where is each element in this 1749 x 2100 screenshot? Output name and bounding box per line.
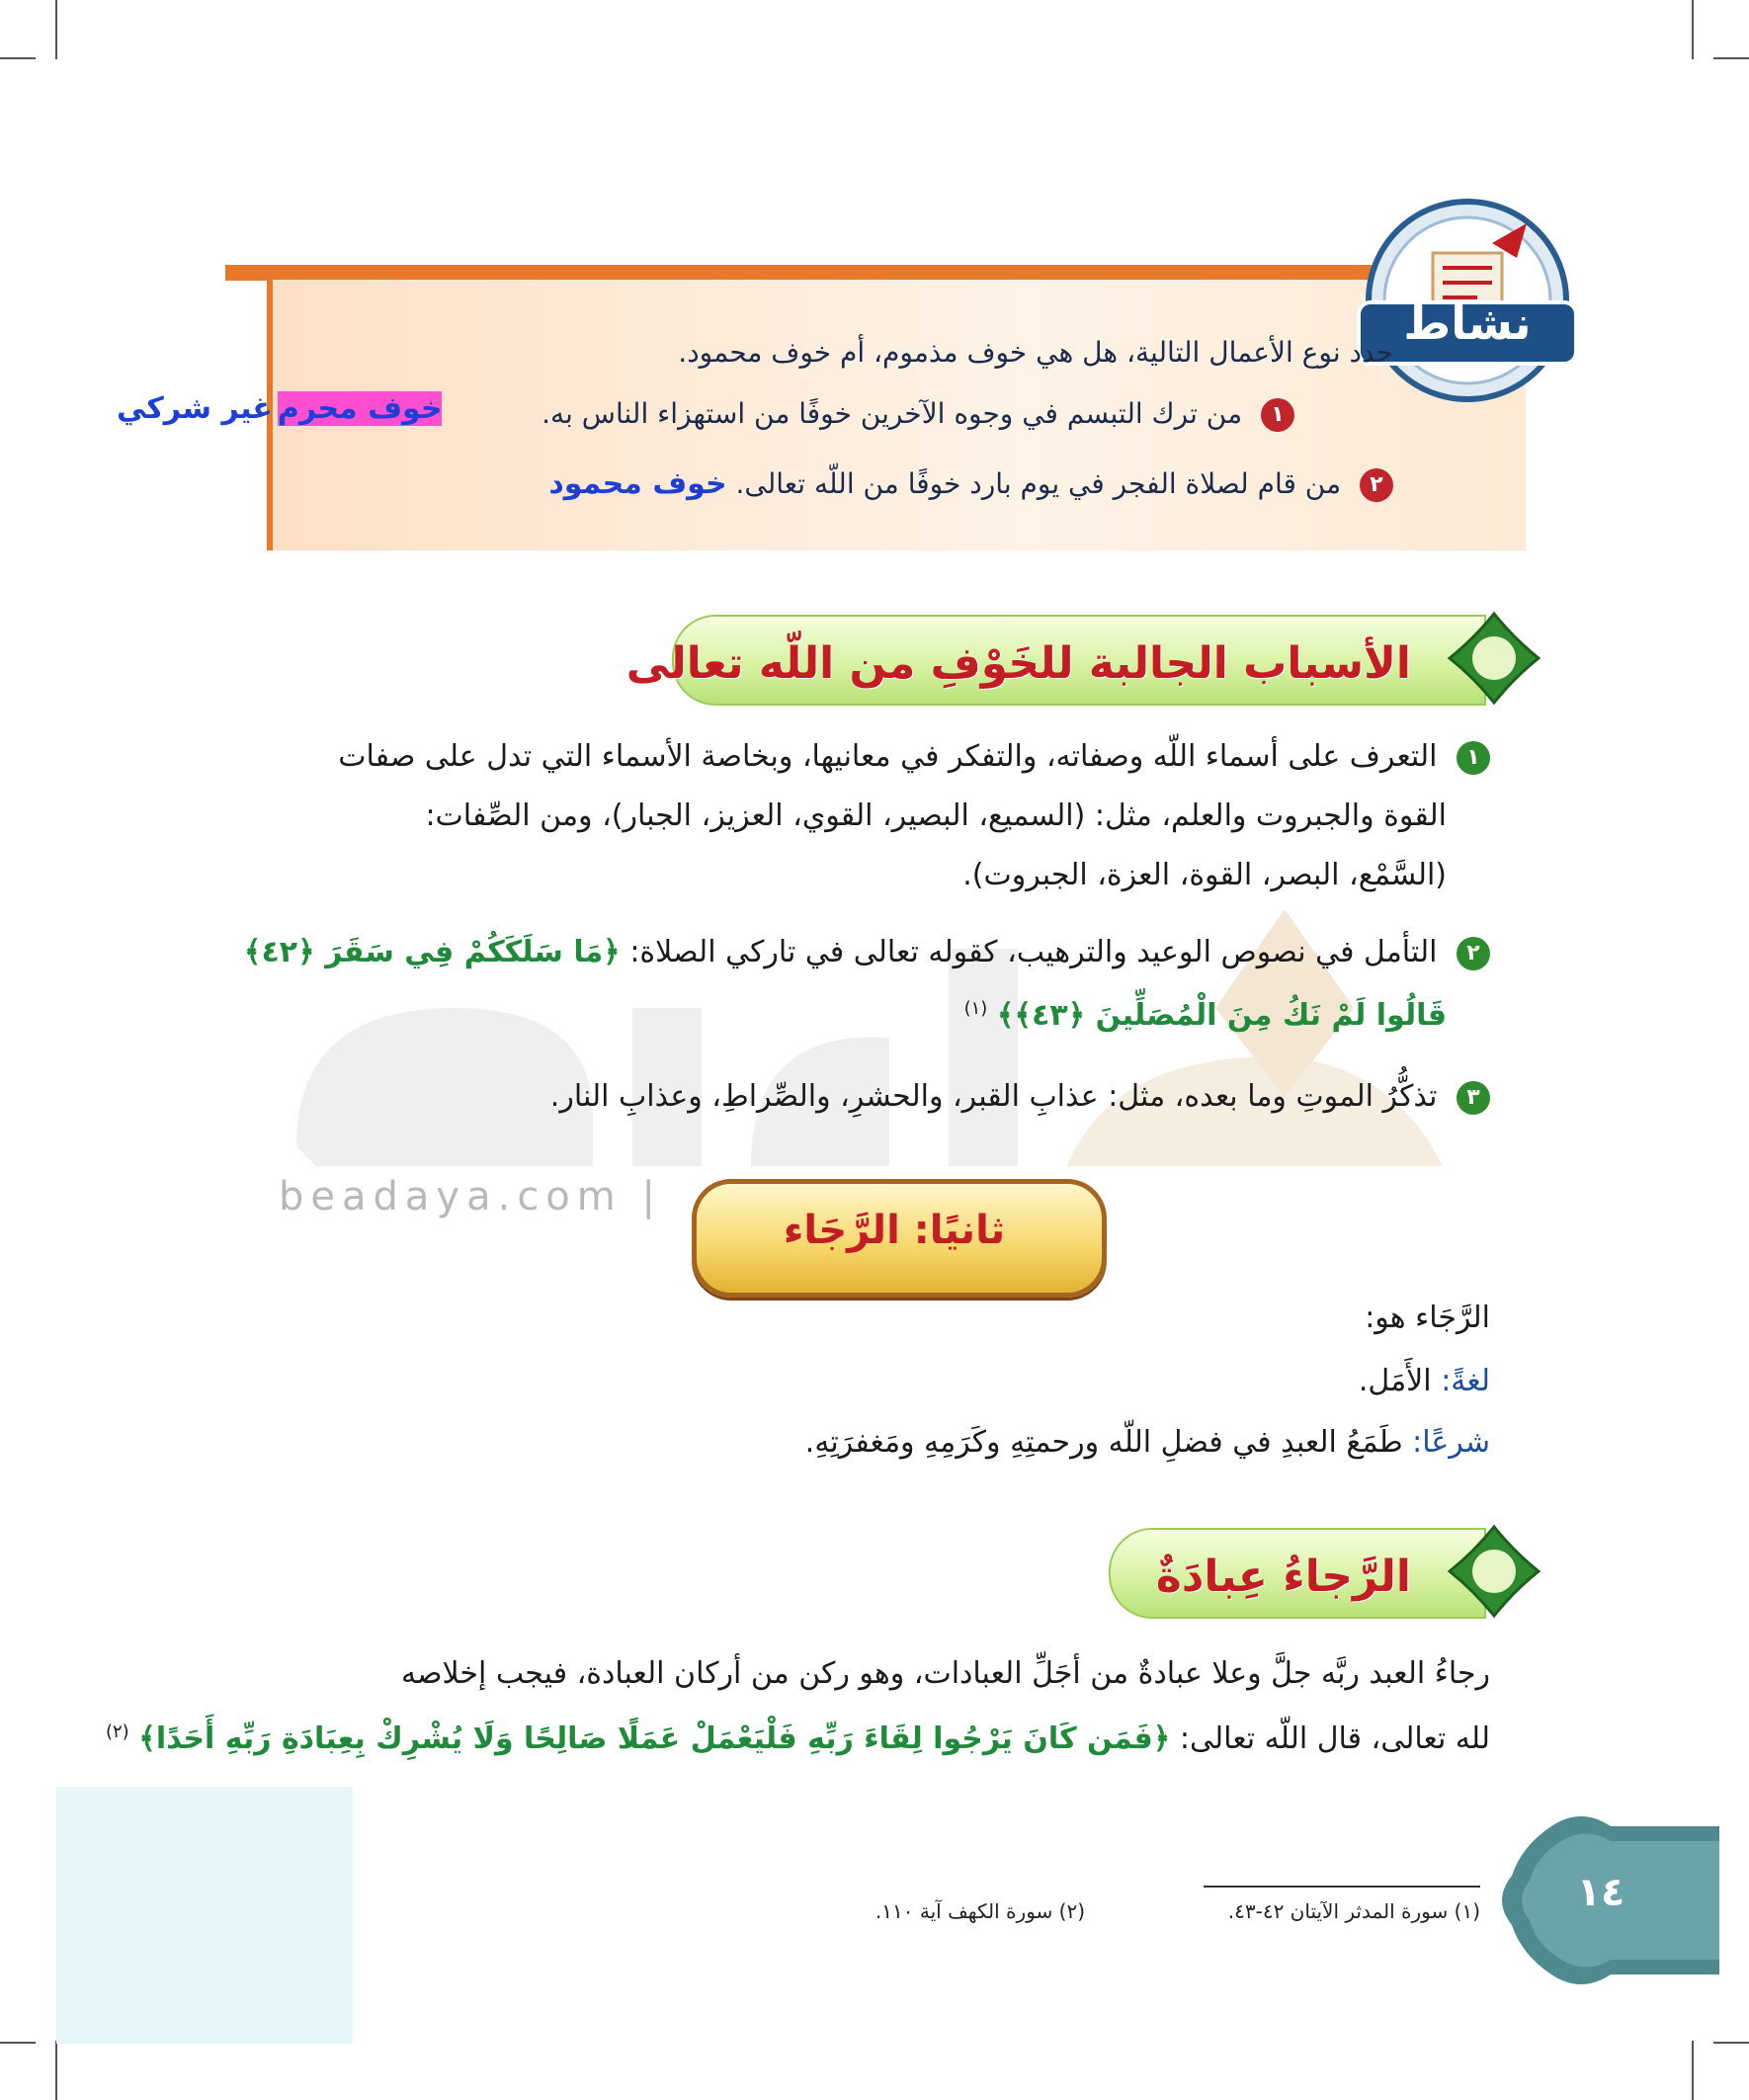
- number-badge: ١: [1261, 398, 1294, 432]
- section-title-rajaa-worship: الرَّجاءُ عِبادَةٌ: [1155, 1552, 1411, 1602]
- ornament-icon: [1445, 609, 1543, 708]
- shar-label: شرعًا:: [1412, 1425, 1490, 1460]
- activity-prompt: [678, 336, 1393, 369]
- answer-text: غير شركي: [117, 391, 273, 426]
- quran-verse: ﴿فَمَن كَانَ يَرْجُوا لِقَاءَ رَبِّهِ فَلْيَعْمَلْ عَمَلًا صَالِحًا وَلَا يُشْرِكْ بِعِبَادَةِ رَبِّهِ أَحَدًا﴾: [138, 1722, 1171, 1756]
- number-badge: ٢: [1360, 468, 1393, 502]
- number-badge: ١: [1457, 741, 1490, 775]
- section-title-causes: الأسباب الجالبة للخَوْفِ من اللّه تعالى: [625, 638, 1411, 689]
- crop-mark: [55, 0, 57, 59]
- activity-answer-1: [117, 391, 442, 426]
- crop-mark: [55, 2041, 57, 2100]
- activity-item-2: [548, 466, 1393, 502]
- activity-top-ribbon: [225, 265, 1530, 281]
- answer-highlight-text: خوف محرم: [277, 391, 443, 426]
- cause-2-line-1: [244, 935, 1490, 970]
- cause-1-line-2: القوة والجبروت والعلم، مثل: (السميع، البصير، القوي، العزيز، الجبار)، ومن الصِّفات:: [425, 798, 1447, 833]
- activity-badge-label: نشاط: [1403, 296, 1532, 350]
- ornament-icon: [1445, 1522, 1543, 1621]
- rajaa-worship-line-2: [106, 1722, 1490, 1756]
- section-pill-title: ثانيًا: الرَّجَاء: [783, 1208, 1006, 1253]
- cause-1-line-3: (السَّمْع، البصر، القوة، العزة، الجبروت).: [962, 858, 1447, 892]
- cause-2-line-2: [964, 998, 1447, 1033]
- cause-text: التعرف على أسماء اللّه وصفاته، والتفكر في معانيها، وبخاصة الأسماء التي تدل على صفات: [338, 739, 1438, 774]
- shar-value: طَمَعُ العبدِ في فضلِ اللّه ورحمتِهِ وكَرَمِهِ ومَغفرَتِهِ.: [804, 1425, 1403, 1460]
- lugha-value: الأَمَل.: [1358, 1364, 1432, 1398]
- activity-item-text: من ترك التبسم في وجوه الآخرين خوفًا من استهزاء الناس به.: [541, 397, 1243, 430]
- cause-text: التأمل في نصوص الوعيد والترهيب، كقوله تعالى في تاركي الصلاة:: [629, 935, 1438, 969]
- number-badge: ٢: [1457, 937, 1490, 970]
- footnote-2: (٢) سورة الكهف آية ١١٠.: [874, 1899, 1085, 1923]
- footnote-ref: (٢): [105, 1722, 129, 1742]
- quran-verse: قَالُوا لَمْ نَكُ مِنَ الْمُصَلِّينَ ﴿٤٣﴾﴾: [996, 998, 1447, 1033]
- crop-mark: [1692, 2041, 1694, 2100]
- crop-mark: [1713, 2042, 1749, 2044]
- cause-1-line-1: [338, 739, 1490, 775]
- quran-verse: ﴿مَا سَلَكَكُمْ فِي سَقَرَ ﴿٤٢﴾: [243, 935, 621, 969]
- footnote-1: (١) سورة المدثر الآيتان ٤٢-٤٣.: [1227, 1899, 1480, 1923]
- rajaa-worship-text: لله تعالى، قال اللّه تعالى:: [1179, 1722, 1490, 1756]
- definition-shar: [805, 1425, 1490, 1460]
- footnote-divider: [1204, 1886, 1480, 1888]
- decorative-panel: [56, 1787, 353, 2044]
- answer-text: خوف محمود: [548, 466, 727, 501]
- activity-item-1: [541, 397, 1294, 432]
- footnote-ref: (١): [963, 998, 988, 1019]
- activity-item-text: من قام لصلاة الفجر في يوم بارد خوفًا من اللّه تعالى.: [735, 467, 1342, 500]
- rajaa-worship-line-1: رجاءُ العبد ربَّه جلَّ وعلا عبادةٌ من أجَلِّ العبادات، وهو ركن من أركان العبادة، فيجب إخلاصه: [400, 1656, 1490, 1691]
- cause-text: تذكُّرُ الموتِ وما بعده، مثل: عذابِ القبر، والحشرِ، والصِّراطِ، وعذابِ النار.: [549, 1079, 1438, 1114]
- crop-mark: [1692, 0, 1694, 59]
- number-badge: ٣: [1457, 1081, 1490, 1115]
- watermark-url: beadaya.com |: [279, 1174, 662, 1219]
- crop-mark: [0, 57, 36, 59]
- definition-heading: الرَّجَاء هو:: [1365, 1301, 1490, 1335]
- definition-lugha: [1359, 1364, 1490, 1398]
- crop-mark: [0, 2042, 36, 2044]
- lugha-label: لغةً:: [1441, 1364, 1490, 1398]
- page-number: ١٤: [1576, 1870, 1625, 1915]
- activity-prompt-text: حدد نوع الأعمال التالية، هل هي خوف مذموم، أم خوف محمود.: [678, 336, 1393, 369]
- cause-3: [550, 1079, 1490, 1115]
- crop-mark: [1713, 57, 1749, 59]
